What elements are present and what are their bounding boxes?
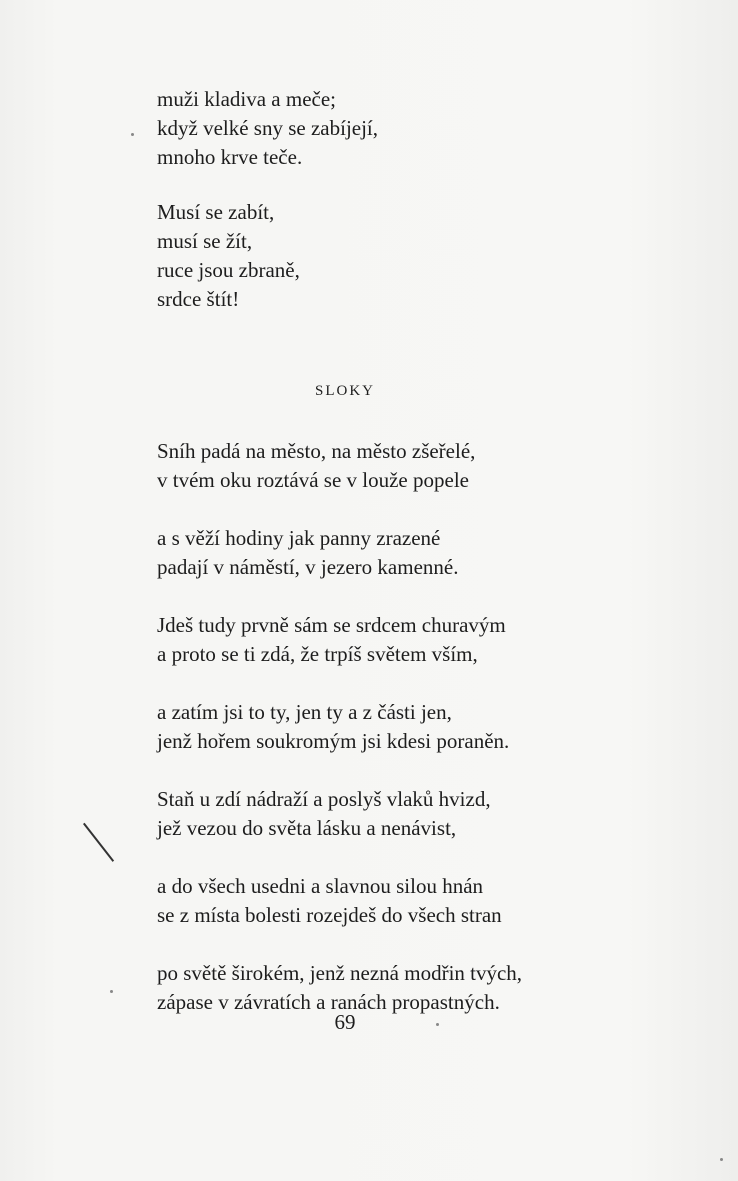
verse-line: zápase v závratích a ranách propastných.: [157, 990, 500, 1014]
verse-line: Musí se zabít,: [157, 200, 275, 224]
verse-line: a zatím jsi to ty, jen ty a z části jen,: [157, 700, 452, 724]
verse-line: Jdeš tudy prvně sám se srdcem churavým: [157, 613, 506, 637]
verse-line: a do všech usedni a slavnou silou hnán: [157, 874, 484, 898]
paper-speck: [131, 133, 134, 136]
verse-line: jenž hořem soukromým jsi kdesi poraněn.: [157, 729, 510, 753]
paper-speck: [720, 1158, 723, 1161]
verse-line: ruce jsou zbraně,: [157, 258, 300, 282]
verse-line: muži kladiva a meče;: [157, 87, 337, 111]
paper-speck: [110, 990, 113, 993]
verse-line: se z místa bolesti rozejdeš do všech stran: [157, 903, 502, 927]
verse-line: když velké sny se zabíjejí,: [157, 116, 379, 140]
verse-line: a proto se ti zdá, že trpíš světem vším,: [157, 642, 478, 666]
verse-line: a s věží hodiny jak panny zrazené: [157, 526, 441, 550]
poem-title: SLOKY: [314, 383, 375, 399]
verse-line: po světě širokém, jenž nezná modřin tvých,: [157, 961, 523, 985]
stanza: [157, 611, 577, 669]
verse-line: musí se žít,: [157, 229, 253, 253]
stanza: [157, 85, 577, 172]
verse-line: padají v náměstí, v jezero kamenné.: [157, 555, 459, 579]
verse-line: v tvém oku roztává se v louže popele: [157, 468, 469, 492]
pencil-mark: [83, 823, 114, 862]
verse-line: mnoho krve teče.: [157, 145, 303, 169]
verse-line: jež vezou do světa lásku a nenávist,: [157, 816, 457, 840]
stanza: [157, 698, 577, 756]
stanza: [157, 785, 577, 843]
stanza: [157, 959, 577, 1017]
verse-line: srdce štít!: [157, 287, 240, 311]
stanza: [157, 437, 577, 495]
page-number: 69: [334, 1010, 356, 1034]
verse-line: Sníh padá na město, na město zšeřelé,: [157, 439, 476, 463]
verse-line: Staň u zdí nádraží a poslyš vlaků hvizd,: [157, 787, 491, 811]
poem-continuation: [157, 85, 577, 340]
stanza: [157, 524, 577, 582]
stanza: [157, 872, 577, 930]
poem-body: [157, 437, 577, 1046]
stanza: [157, 198, 577, 314]
